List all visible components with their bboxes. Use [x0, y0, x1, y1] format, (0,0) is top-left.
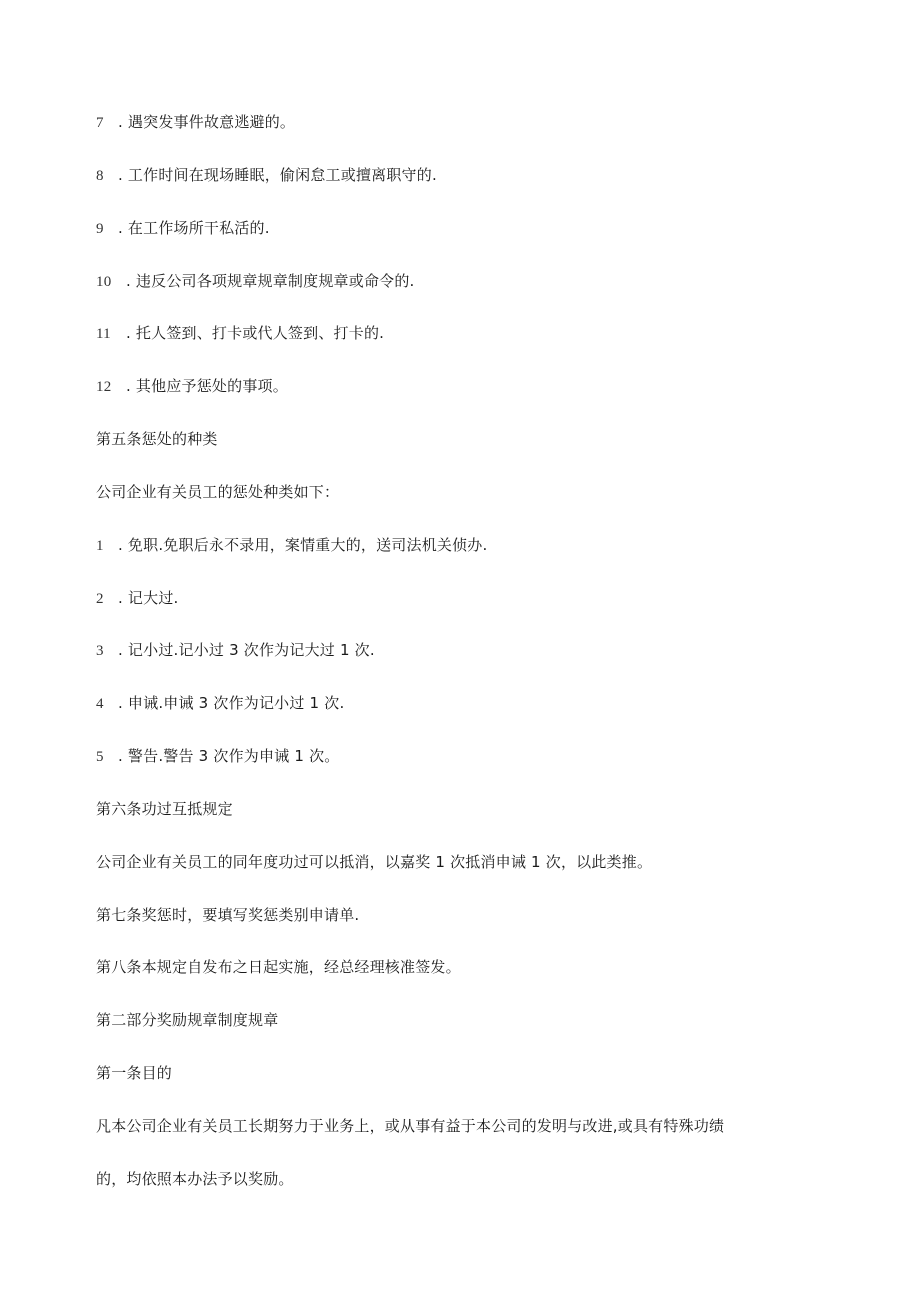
- item-text: . 遇突发事件故意逃避的。: [118, 113, 296, 131]
- heading-text: 第二部分奖励规章制度规章: [96, 1011, 279, 1029]
- item-number: 3: [96, 643, 104, 659]
- item-text: . 申诫.申诫 3 次作为记小过 1 次.: [118, 694, 345, 712]
- item-number: 11: [96, 326, 111, 342]
- item-text: . 违反公司各项规章规章制度规章或命令的.: [126, 272, 415, 290]
- item-number: 5: [96, 749, 104, 765]
- paragraph: [96, 957, 461, 977]
- section-heading: [96, 1010, 278, 1030]
- paragraph-text: 公司企业有关员工的同年度功过可以抵消，以嘉奖 1 次抵消申诫 1 次，以此类推。: [96, 853, 653, 871]
- heading-text: 第五条惩处的种类: [96, 430, 218, 448]
- item-text: . 托人签到、打卡或代人签到、打卡的.: [126, 324, 385, 342]
- paragraph-text: 的，均依照本办法予以奖励。: [96, 1170, 294, 1188]
- list-item: [96, 218, 270, 239]
- item-text: . 记大过.: [118, 589, 179, 607]
- section-heading: [96, 429, 218, 449]
- paragraph: [96, 1116, 724, 1136]
- item-number: 7: [96, 115, 104, 131]
- list-item: [96, 112, 295, 133]
- list-item: [96, 535, 487, 556]
- paragraph-text: 凡本公司企业有关员工长期努力于业务上，或从事有益于本公司的发明与改进,或具有特殊功绩: [96, 1117, 725, 1135]
- list-item: [96, 165, 437, 186]
- section-heading: [96, 1063, 172, 1083]
- list-item: [96, 376, 288, 397]
- list-item: [96, 271, 415, 292]
- item-text: . 警告.警告 3 次作为申诫 1 次。: [118, 747, 340, 765]
- item-number: 10: [96, 274, 112, 290]
- item-text: . 工作时间在现场睡眠，偷闲怠工或擅离职守的.: [118, 166, 437, 184]
- item-number: 2: [96, 591, 104, 607]
- item-text: . 免职.免职后永不录用，案情重大的，送司法机关侦办.: [118, 536, 488, 554]
- paragraph: [96, 482, 339, 502]
- item-number: 1: [96, 538, 104, 554]
- list-item: [96, 323, 384, 344]
- list-item: [96, 746, 339, 767]
- paragraph-text: 公司企业有关员工的惩处种类如下：: [96, 483, 340, 501]
- paragraph-text: 第八条本规定自发布之日起实施，经总经理核准签发。: [96, 958, 461, 976]
- item-number: 9: [96, 221, 104, 237]
- list-item: [96, 588, 179, 609]
- paragraph: [96, 1169, 294, 1189]
- section-heading: [96, 799, 233, 819]
- list-item: [96, 693, 344, 714]
- item-number: 12: [96, 379, 112, 395]
- item-text: . 记小过.记小过 3 次作为记大过 1 次.: [118, 641, 375, 659]
- heading-text: 第一条目的: [96, 1064, 173, 1082]
- item-number: 8: [96, 168, 104, 184]
- paragraph-text: 第七条奖惩时，要填写奖惩类别申请单.: [96, 906, 360, 924]
- item-text: . 其他应予惩处的事项。: [126, 377, 288, 395]
- item-number: 4: [96, 696, 104, 712]
- paragraph: [96, 852, 652, 872]
- list-item: [96, 640, 375, 661]
- paragraph: [96, 905, 359, 925]
- item-text: . 在工作场所干私活的.: [118, 219, 270, 237]
- heading-text: 第六条功过互抵规定: [96, 800, 233, 818]
